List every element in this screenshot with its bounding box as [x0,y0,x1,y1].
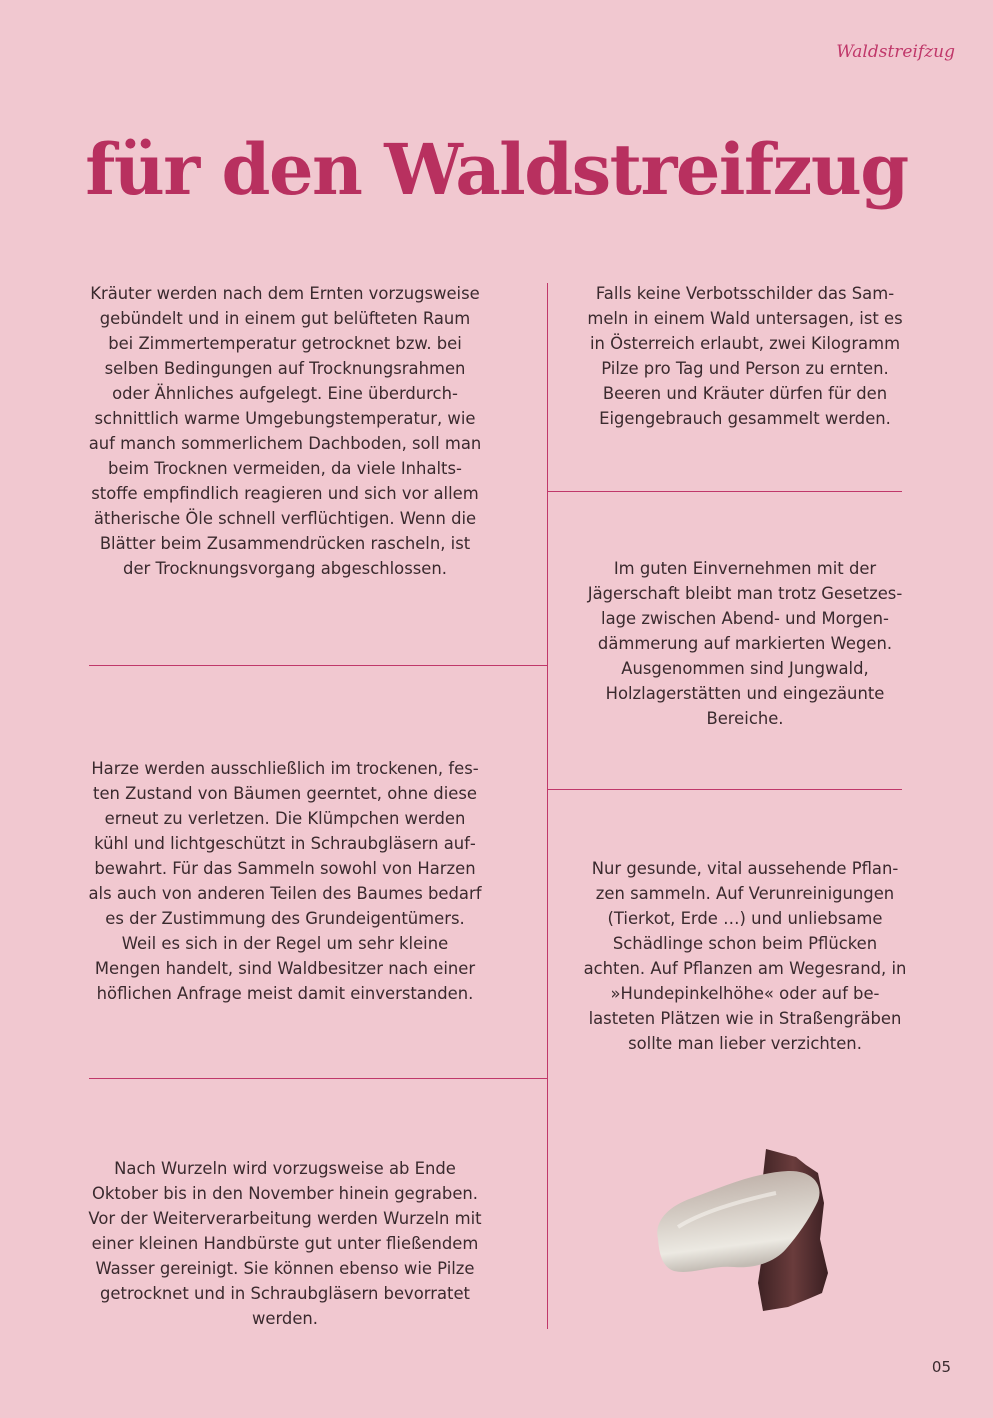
section-divider-left-2 [89,1078,547,1079]
resin-bark-illustration [648,1143,838,1318]
page-number: 05 [931,1358,951,1376]
paragraph-resins: Harze werden ausschließlich im trockenen, festen Zustand von Bäumen geerntet, ohne diese erneut zu verletzen. Die Klümpchen werden kühl und lichtgeschützt in Schraubgläsern aufbewahrt. Für das Sammeln sowohl von Harzen als auch von anderen Teilen des Baumes bedarf es der Zustimmung des Grundeigentümers. Weil es sich in der Regel um sehr kleine Mengen handelt, sind Waldbesitzer nach einer höflichen Anfrage meist damit einverstanden. [88,759,482,1003]
running-head: Waldstreifzug [836,42,955,62]
paragraph-hunting-agreement: Im guten Einvernehmen mit der Jägerschaft bleibt man trotz Gesetzeslage zwischen Abend- und Morgendämmerung auf markierten Wegen. Ausgenommen sind Jungwald, Holzlagerstätten und eingezäunte Bereiche. [587,559,903,728]
section-divider-right-1 [547,491,902,492]
paragraph-roots: Nach Wurzeln wird vorzugsweise ab Ende Oktober bis in den November hinein gegraben. Vor der Weiterverarbeitung werden Wurzeln mit einer kleinen Handbürste gut unter fließendem Wasser gereinigt. Sie können ebenso wie Pilze getrocknet und in Schraubgläsern bevorratet werden. [88,1159,482,1328]
paragraph-healthy-plants: Nur gesunde, vital aussehende Pflanzen sammeln. Auf Verunreinigungen (Tierkot, Erde …) und unliebsame Schädlinge schon beim Pflücken achten. Auf Pflanzen am Wegesrand, in »Hundepinkelhöhe« oder auf belasteten Plätzen wie in Straßengräben sollte man lieber verzichten. [583,859,907,1053]
paragraph-collecting-rules: Falls keine Verbotsschilder das Sammeln in einem Wald untersagen, ist es in Österreich erlaubt, zwei Kilogramm Pilze pro Tag und Person zu ernten. Beeren und Kräuter dürfen für den Eigengebrauch gesammelt werden. [587,284,903,428]
section-divider-left-1 [89,665,547,666]
column-divider [547,283,548,1329]
section-divider-right-2 [547,789,902,790]
page-title: für den Waldstreifzug [85,128,908,211]
paragraph-drying-herbs: Kräuter werden nach dem Ernten vorzugsweise gebündelt und in einem gut belüfteten Raum bei Zimmertemperatur getrocknet bzw. bei selben Bedingungen auf Trocknungsrahmen oder Ähnliches aufgelegt. Eine überdurchschnittlich warme Umgebungstemperatur, wie auf manch sommerlichem Dachboden, soll man beim Trocknen vermeiden, da viele Inhaltsstoffe empfindlich reagieren und sich vor allem ätherische Öle schnell verflüchtigen. Wenn die Blätter beim Zusammendrücken rascheln, ist der Trocknungsvorgang abgeschlossen. [88,284,482,578]
